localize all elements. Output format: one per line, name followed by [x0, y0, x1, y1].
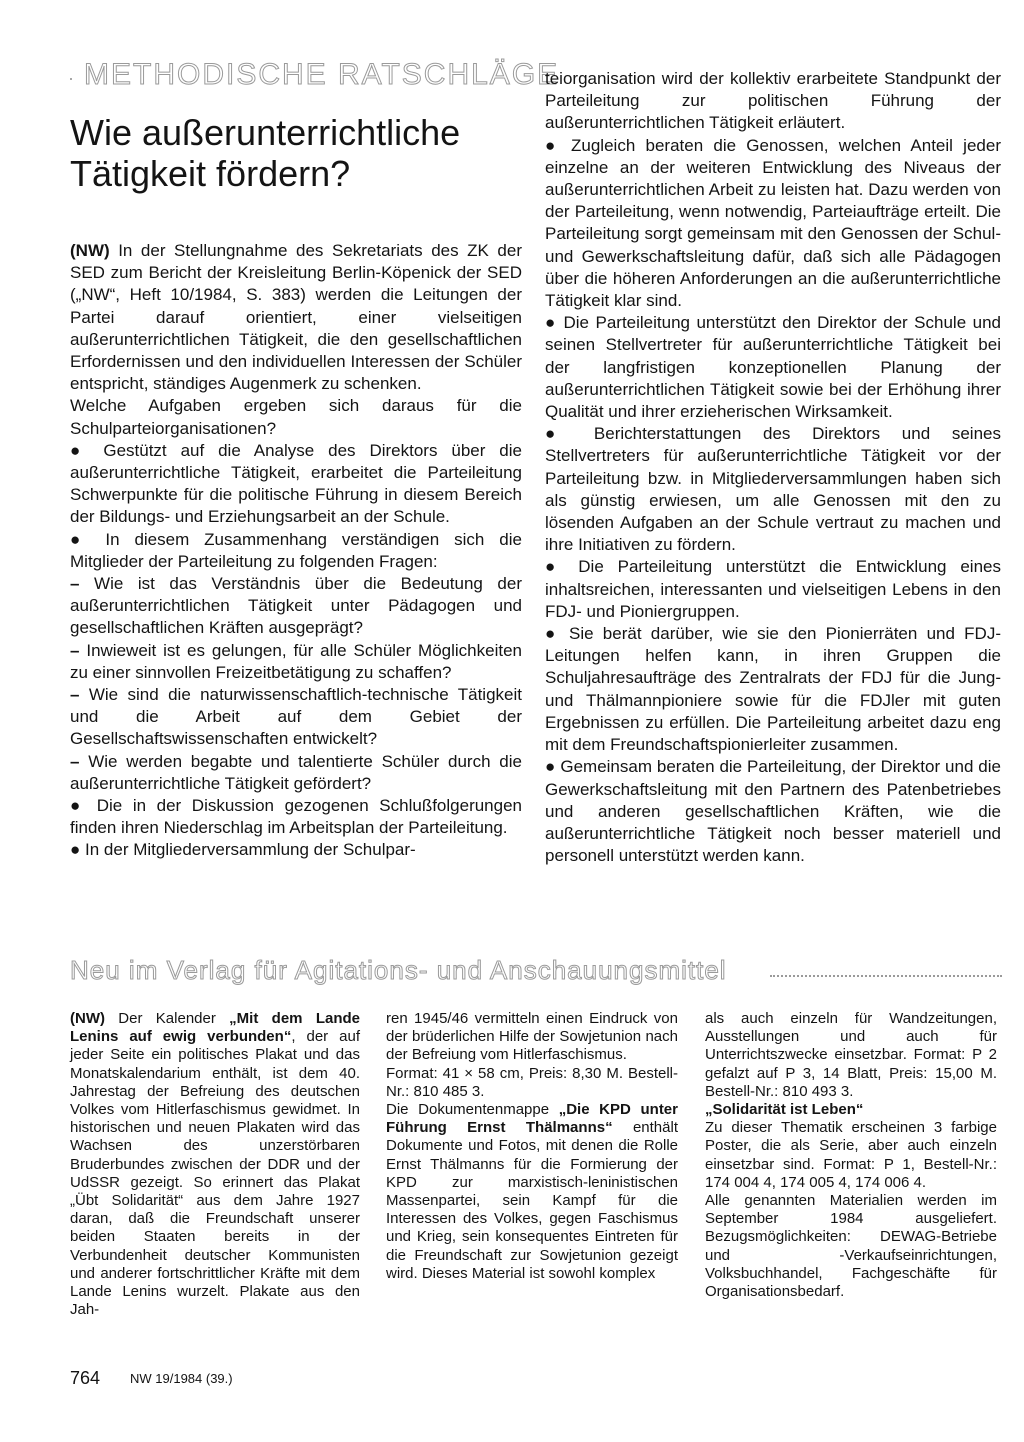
- paragraph: [545, 756, 1001, 867]
- paragraph-lead: –: [70, 640, 80, 660]
- paragraph-text: ren 1945/46 vermitteln einen Eindruck von der brüderlichen Hilfe der Sowjetunion nach der Befreiung vom Hitlerfaschismus.: [386, 1010, 678, 1064]
- paragraph: [705, 1119, 997, 1192]
- paragraph-lead: –: [70, 685, 80, 705]
- headline-line-2: Tätigkeit fördern?: [70, 153, 351, 194]
- kicker-dot: ·: [68, 68, 76, 88]
- paragraph-lead: ●: [70, 440, 90, 460]
- paragraph: [545, 556, 1001, 623]
- paragraph-text: Zugleich beraten die Genossen, welchen Anteil jeder einzelne an der weiteren Entwicklung des Niveaus der außerunterrichtlichen Arbeit zu leisten hat. Dazu werden von der Parteileitung, wenn notwendig, Parteiaufträge erteilt. Die Parteileitung sorgt gemeinsam mit den Genossen der Schul- und Gewerkschaftsleitung dafür, daß sich alle Pädagogen über die höheren Anforderungen an die außerunterrichtliche Tätigkeit klar sind.: [545, 135, 1001, 311]
- paragraph-tail: , der auf jeder Seite ein politisches Plakat und das Monatskalendarium enthält, ist dem 40. Jahrestag der Befreiung des deutschen Volkes vom Hitlerfaschismus gewidmet. In historischen und neuen Plakaten wird das Wachsen des unzerstörbaren Bruderbundes zwischen der DDR und der UdSSR gezeigt. So erinnert das Plakat „Übt Solidarität“ aus dem Jahre 1927 daran, daß die Freundschaft unserer beiden Staaten bereits in der Verbundenheit deutscher Kommunisten und anderer fortschrittlicher Kräfte mit dem Lande Lenins wurzelt. Plakate aus den Jah-: [70, 1028, 360, 1319]
- paragraph-text: Zu dieser Thematik erscheinen 3 farbige Poster, die als Serie, aber auch einzeln einsetzbar sind. Format: P 1, Bestell-Nr.: 174 004 4, 174 005 4, 174 006 4.: [705, 1119, 997, 1191]
- paragraph: [70, 1010, 360, 1319]
- paragraph: [386, 1101, 678, 1283]
- paragraph-text: Die Parteileitung unterstützt die Entwicklung eines inhaltsreichen, interessanten und vielseitigen Lebens in den FDJ- und Pioniergruppen.: [545, 557, 1001, 621]
- paragraph-text: In diesem Zusammenhang verständigen sich die Mitglieder der Parteileitung zu folgenden Fragen:: [70, 529, 522, 571]
- paragraph: [70, 395, 522, 439]
- paragraph: [705, 1101, 997, 1119]
- paragraph: [386, 1065, 678, 1101]
- paragraph-lead: (NW): [70, 1010, 105, 1027]
- paragraph-lead: ●: [545, 624, 560, 644]
- paragraph-lead: ●: [70, 529, 91, 549]
- paragraph-lead: ●: [545, 557, 565, 577]
- section-kicker: [68, 58, 559, 92]
- paragraph-tail: enthält Dokumente und Fotos, mit denen die Rolle Ernst Thälmanns für die Formierung der KPD zur marxistisch-leninistischen Massenpartei, sein Kampf für die Interessen des Volkes, gegen Faschismus und Krieg, sein konsequentes Eintreten für die Freundschaft zur Sowjetunion gezeigt wird. Dieses Material ist sowohl komplex: [386, 1119, 678, 1282]
- paragraph-lead: ●: [545, 757, 556, 777]
- paragraph: [545, 135, 1001, 313]
- paragraph-lead: (NW): [70, 241, 110, 260]
- paragraph-text: Der Kalender: [104, 1010, 230, 1027]
- page-number: 764: [70, 1368, 101, 1388]
- paragraph-text: Die Dokumentenmappe: [386, 1101, 559, 1119]
- paragraph-text: als auch einzeln für Wandzeitungen, Ausstellungen und auch für Unterrichtszwecke einsetzbar. Format: P 2 gefalzt auf P 3, 14 Blatt, Preis: 15,00 M. Bestell-Nr.: 810 493 3.: [705, 1010, 997, 1100]
- issue-label: NW 19/1984 (39.): [130, 1371, 233, 1386]
- paragraph: [70, 440, 522, 529]
- paragraph-lead: ●: [70, 796, 87, 816]
- article-column-1: [70, 240, 522, 862]
- paragraph-text: Format: 41 × 58 cm, Preis: 8,30 M. Bestell-Nr.: 810 485 3.: [386, 1064, 678, 1100]
- paragraph-lead: ●: [545, 135, 561, 155]
- paragraph-text: Wie ist das Verständnis über die Bedeutung der außerunterrichtlichen Tätigkeit unter Pädagogen und gesellschaftlichen Kräften ausgeprägt?: [70, 574, 522, 638]
- paragraph-text: Sie berät darüber, wie sie den Pionierräten und FDJ-Leitungen helfen kann, in ihren Gruppen die Schuljahresaufträge des Zentralrats der FDJ für die Jung- und Thälmannpioniere sowie für die FDJler mit guten Ergebnissen zu erfüllen. Die Parteileitung arbeitet dazu eng mit dem Freundschaftspionierleiter zusammen.: [545, 624, 1001, 755]
- paragraph: [545, 312, 1001, 423]
- paragraph-text: Alle genannten Materialien werden im September 1984 ausgeliefert. Bezugsmöglichkeiten: DEWAG-Betriebe und -Verkaufseinrichtungen, Volksbuchhandel, Fachgeschäfte für Organisationsbedarf.: [705, 1192, 997, 1301]
- paragraph-text: In der Mitgliederversammlung der Schulpar-: [80, 840, 416, 860]
- paragraph: [70, 839, 522, 861]
- paragraph-text: Gemeinsam beraten die Parteileitung, der Direktor und die Gewerkschaftsleitung mit den Partnern des Patenbetriebes und anderen gesellschaftlichen Kräften, wie die außerunterrichtliche Tätigkeit noch besser materiell und personell unterstützt werden kann.: [545, 757, 1001, 866]
- paragraph-lead: –: [70, 574, 80, 594]
- paragraph-lead: ●: [70, 840, 81, 860]
- paragraph-text: Wie werden begabte und talentierte Schüler durch die außerunterrichtliche Tätigkeit gefördert?: [70, 751, 522, 793]
- paragraph: [705, 1192, 997, 1301]
- paragraph-text: Inwieweit ist es gelungen, für alle Schüler Möglichkeiten zu einer sinnvollen Freizeitbetätigung zu schaffen?: [70, 640, 522, 682]
- banner-divider: [770, 975, 1002, 977]
- paragraph-text: Gestützt auf die Analyse des Direktors über die außerunterrichtliche Tätigkeit, erarbeitet die Parteileitung Schwerpunkte für die politische Führung in diesem Bereich der Bildungs- und Erziehungsarbeit an der Schule.: [70, 440, 522, 527]
- paragraph-text: teiorganisation wird der kollektiv erarbeitete Standpunkt der Parteileitung zur politischen Führung der außerunterrichtlichen Tätigkeit erläutert.: [545, 69, 1001, 133]
- paragraph-text: In der Stellungnahme des Sekretariats des ZK der SED zum Bericht der Kreisleitung Berlin-Köpenick der SED („NW“, Heft 10/1984, S. 383) werden die Leitungen der Partei darauf orientiert, einer vielseitigen außerunterrichtlichen Tätigkeit, die den gesellschaftlichen Erfordernissen und den individuellen Interessen der Schüler entspricht, ständiges Augenmerk zu schenken.: [70, 241, 522, 394]
- paragraph-bold: „Die KPD unter Führung Ernst Thälmanns“: [386, 1101, 678, 1137]
- paragraph-text: Die in der Diskussion gezogenen Schlußfolgerungen finden ihren Niederschlag im Arbeitsplan der Parteileitung.: [70, 796, 522, 838]
- paragraph: [545, 423, 1001, 556]
- paragraph: [70, 795, 522, 839]
- paragraph: [70, 751, 522, 795]
- publisher-banner: Neu im Verlag für Agitations- und Anschauungsmittel: [70, 955, 727, 985]
- paragraph: [70, 640, 522, 684]
- paragraph: [70, 529, 522, 573]
- paragraph-text: Die Parteileitung unterstützt den Direktor der Schule und seinen Stellvertreter für außerunterrichtliche Tätigkeit bei der langfristigen konzeptionellen Planung der außerunterrichtlichen Tätigkeit sowie bei der Erhöhung ihrer Qualität und ihrer erzieherischen Wirksamkeit.: [545, 313, 1001, 422]
- paragraph-lead: ●: [545, 313, 558, 333]
- paragraph: [70, 573, 522, 640]
- paragraph: [70, 240, 522, 395]
- paragraph: [70, 684, 522, 751]
- paragraph-lead: ●: [545, 424, 573, 444]
- paragraph-text: Welche Aufgaben ergeben sich daraus für die Schulparteiorganisationen?: [70, 396, 522, 438]
- kicker-text: METHODISCHE RATSCHLÄGE: [84, 58, 560, 91]
- headline-line-1: Wie außerunterrichtliche: [70, 112, 461, 153]
- paragraph-bold: „Mit dem Lande Lenins auf ewig verbunden“: [70, 1010, 360, 1046]
- paragraph: [545, 68, 1001, 135]
- news-column-3: [705, 1010, 997, 1301]
- paragraph-text: Berichterstattungen des Direktors und seines Stellvertreters für außerunterrichtliche Tätigkeit vor der Parteileitung bzw. in Mitgliederversammlungen haben sich als günstig erwiesen, um alle Genossen mit den zu lösenden Aufgaben an der Schule vertraut zu machen und ihre Initiativen zu fördern.: [545, 424, 1001, 555]
- news-column-2: [386, 1010, 678, 1283]
- paragraph-lead: –: [70, 751, 80, 771]
- paragraph-text: Wie sind die naturwissenschaftlich-technische Tätigkeit und die Arbeit auf dem Gebiet der Gesellschaftswissenschaften entwickelt?: [70, 685, 522, 749]
- paragraph: [545, 623, 1001, 756]
- article-column-2: [545, 68, 1001, 867]
- paragraph: [386, 1010, 678, 1065]
- news-column-1: [70, 1010, 360, 1319]
- paragraph: [705, 1010, 997, 1101]
- paragraph-bold: „Solidarität ist Leben“: [705, 1101, 864, 1119]
- article-headline: [70, 112, 530, 194]
